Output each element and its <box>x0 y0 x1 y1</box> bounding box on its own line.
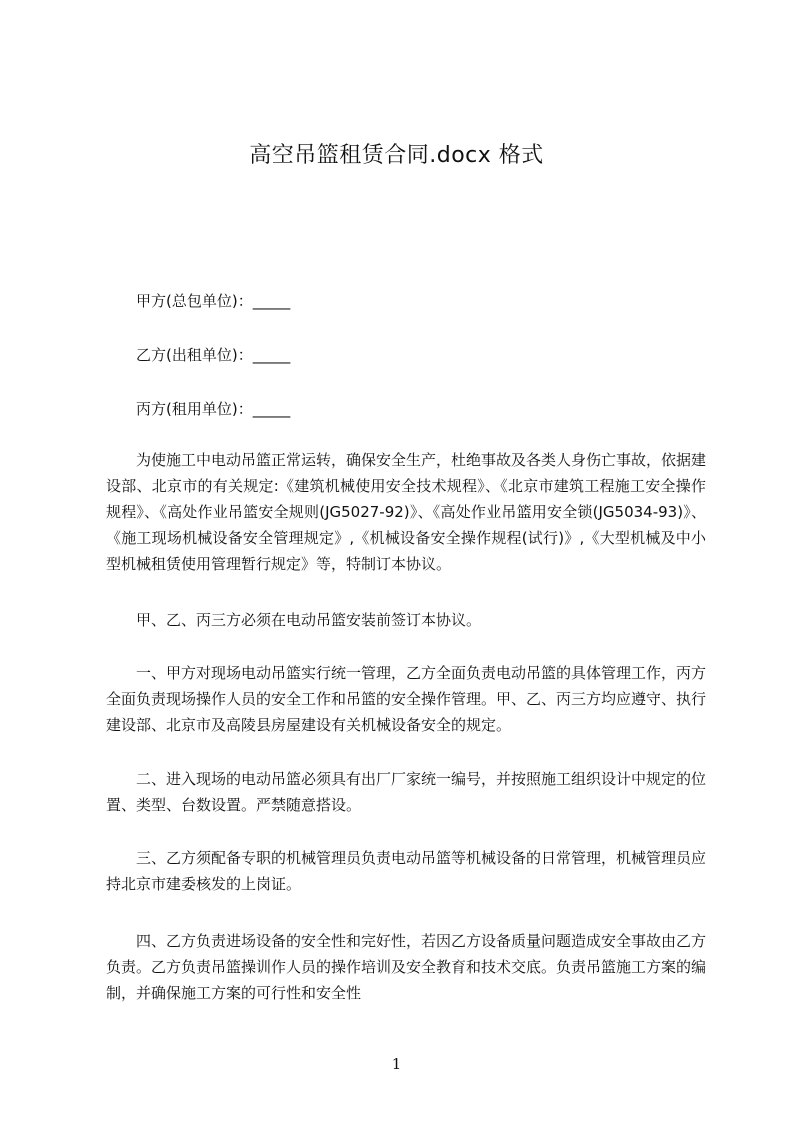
party-c-line: 丙方(租用单位)：_____ <box>136 400 291 418</box>
preamble-paragraph: 为使施工中电动吊篮正常运转，确保安全生产，杜绝事故及各类人身伤亡事故，依据建设部、北京市的有关规定:《建筑机械使用安全技术规程》、《北京市建筑工程施工安全操作规程》、《高处作业吊篮安全规则(JG5027-92)》、《高处作业吊篮用安全锁(JG5034-93)》、《施工现场机械设备安全管理规定》,《机械设备安全操作规程(试行)》,《大型机械及中小型机械租赁使用管理暂行规定》等，特制订本协议。 <box>106 451 707 573</box>
clause-4-paragraph: 四、乙方负责进场设备的安全性和完好性，若因乙方设备质量问题造成安全事故由乙方负责。乙方负责吊篮操训作人员的操作培训及安全教育和技术交底。负责吊篮施工方案的编制，并确保施工方案的可行性和安全性 <box>106 932 707 1002</box>
page-number: 1 <box>391 1055 402 1073</box>
clause-2-paragraph: 二、进入现场的电动吊篮必须具有出厂厂家统一编号，并按照施工组织设计中规定的位置、类型、台数设置。严禁随意搭设。 <box>106 770 707 814</box>
party-b-line: 乙方(出租单位)：_____ <box>136 346 291 364</box>
clause-1-paragraph: 一、甲方对现场电动吊篮实行统一管理，乙方全面负责电动吊篮的具体管理工作，丙方全面负责现场操作人员的安全工作和吊篮的安全操作管理。甲、乙、丙三方均应遵守、执行建设部、北京市及高陵县房屋建设有关机械设备安全的规定。 <box>106 664 707 734</box>
party-a-line: 甲方(总包单位)：_____ <box>136 292 291 310</box>
signing-paragraph: 甲、乙、丙三方必须在电动吊篮安装前签订本协议。 <box>136 611 482 629</box>
clause-3-paragraph: 三、乙方须配备专职的机械管理员负责电动吊篮等机械设备的日常管理，机械管理员应持北京市建委核发的上岗证。 <box>106 849 707 893</box>
document-title: 高空吊篮租赁合同.docx 格式 <box>249 143 544 168</box>
